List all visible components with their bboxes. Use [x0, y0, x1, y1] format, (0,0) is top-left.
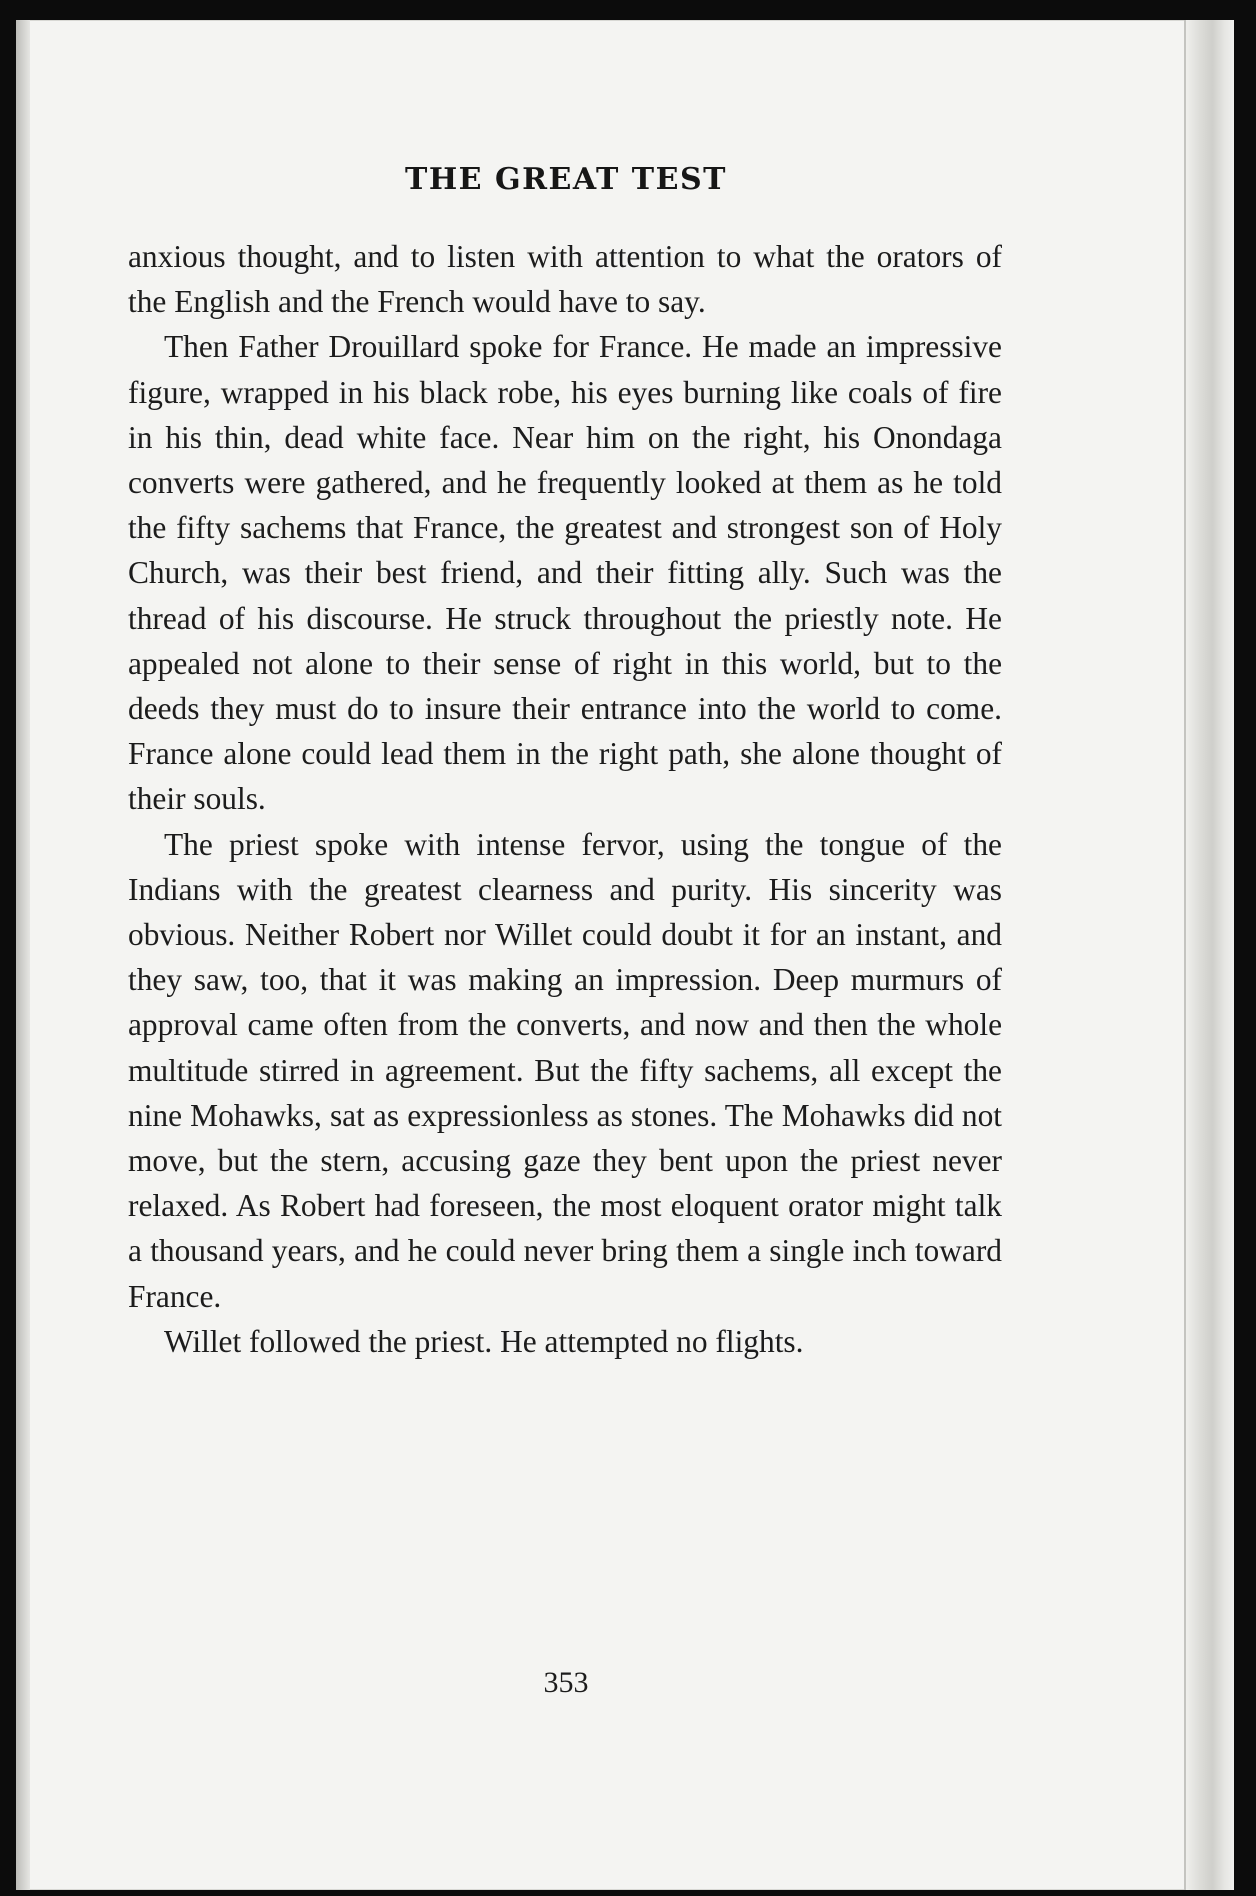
page-edge	[1184, 20, 1234, 1890]
book-page	[16, 20, 1234, 1890]
paragraph-3: The priest spoke with intense fervor, using the tongue of the Indians with the greatest clearness and purity. His sincerity was obvious. Neither Robert nor Willet could doubt it for an instant, and they saw, too, that it was making an impression. Deep murmurs of approval came often from the converts, and now and then the whole multitude stirred in agreement. But the fifty sachems, all except the nine Mohawks, sat as expressionless as stones. The Mohawks did not move, but the stern, accusing gaze they bent upon the priest never relaxed. As Robert had foreseen, the most eloquent orator might talk a thousand years, and he could never bring them a single inch toward France.	[128, 826, 1002, 1314]
paragraph-2: Then Father Drouillard spoke for France. He made an impressive figure, wrapped in his black robe, his eyes burning like coals of fire in his thin, dead white face. Near him on the right, his Onondaga converts were gathered, and he frequently looked at them as he told the fifty sachems that France, the greatest and strongest son of Holy Church, was their best friend, and their fitting ally. Such was the thread of his discourse. He struck throughout the priestly note. He appealed not alone to their sense of right in this world, but to the deeds they must do to insure their entrance into the world to come. France alone could lead them in the right path, she alone thought of their souls.	[128, 329, 1002, 817]
page-number: 353	[543, 1666, 589, 1699]
body-text	[128, 234, 1002, 1364]
paragraph-4: Willet followed the priest. He attempted no flights.	[164, 1323, 804, 1359]
paragraph-1: anxious thought, and to listen with attention to what the orators of the English and the French would have to say.	[128, 239, 1002, 320]
running-head: THE GREAT TEST	[405, 162, 727, 197]
page-gutter-shadow	[16, 20, 30, 1890]
